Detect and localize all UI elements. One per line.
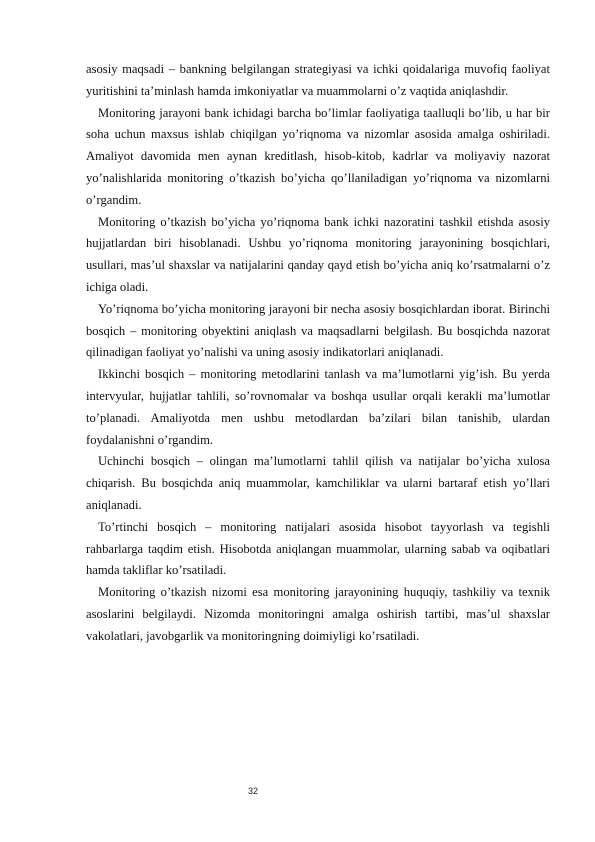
paragraph-6: Uchinchi bosqich – olingan ma’lumotlarni tahlil qilish va natijalar bo’yicha xulosa chiqarish. Bu bosqichda aniq muammolar, kamchiliklar va ularni bartaraf etish yo’llari aniqlanadi. <box>86 454 550 512</box>
paragraph-3: Monitoring o’tkazish bo’yicha yo’riqnoma bank ichki nazoratini tashkil etishda asosiy hujjatlardan biri hisoblanadi. Ushbu yo’riqnoma monitoring jarayonining bosqichlari, usullari, mas’ul shaxslar va natijalarini qanday qayd etish bo’yicha aniq ko’rsatmalarni o’z ichiga oladi. <box>86 214 550 294</box>
paragraph-5: Ikkinchi bosqich – monitoring metodlarini tanlash va ma’lumotlarni yig’ish. Bu yerda intervyular, hujjatlar tahlili, so’rovnomalar va boshqa usullar orqali kerakli ma’lumotlar to’planadi. Amaliyotda men ushbu metodlardan ba’zilari bilan tanishib, ulardan foydalanishni o’rgandim. <box>86 367 550 447</box>
paragraph-2: Monitoring jarayoni bank ichidagi barcha bo’limlar faoliyatiga taalluqli bo’lib, u har bir soha uchun maxsus ishlab chiqilgan yo’riqnoma va nizomlar asosida amalga oshiriladi. Amaliyot davomida men aynan kreditlash, hisob-kitob, kadrlar va moliyaviy nazorat yo’nalishlarida monitoring o’tkazish bo’yicha qo’llaniladigan yo’riqnoma va nizomlarni o’rgandim. <box>86 105 550 207</box>
paragraph-1: asosiy maqsadi – bankning belgilangan strategiyasi va ichki qoidalariga muvofiq faoliyat yuritishini ta’minlash hamda imkoniyatlar va muammolarni o’z vaqtida aniqlashdir. <box>86 62 550 98</box>
page-number: 32 <box>248 786 259 796</box>
paragraph-7: To’rtinchi bosqich – monitoring natijalari asosida hisobot tayyorlash va tegishli rahbarlarga taqdim etish. Hisobotda aniqlangan muammolar, ularning sabab va oqibatlari hamda takliflar ko’rsatiladi. <box>86 519 550 578</box>
paragraph-4: Yo’riqnoma bo’yicha monitoring jarayoni bir necha asosiy bosqichlardan iborat. Birinchi bosqich – monitoring obyektini aniqlash va maqsadlarni belgilash. Bu bosqichda nazorat qilinadigan faoliyat yo’nalishi va uning asosiy indikatorlari aniqlanadi. <box>86 301 550 360</box>
paragraph-8: Monitoring o’tkazish nizomi esa monitoring jarayonining huquqiy, tashkiliy va texnik asoslarini belgilaydi. Nizomda monitoringni amalga oshirish tartibi, mas’ul shaxslar vakolatlari, javobgarlik va monitoringning doimiyligi ko’rsatiladi. <box>86 585 550 643</box>
body-text <box>86 59 550 648</box>
